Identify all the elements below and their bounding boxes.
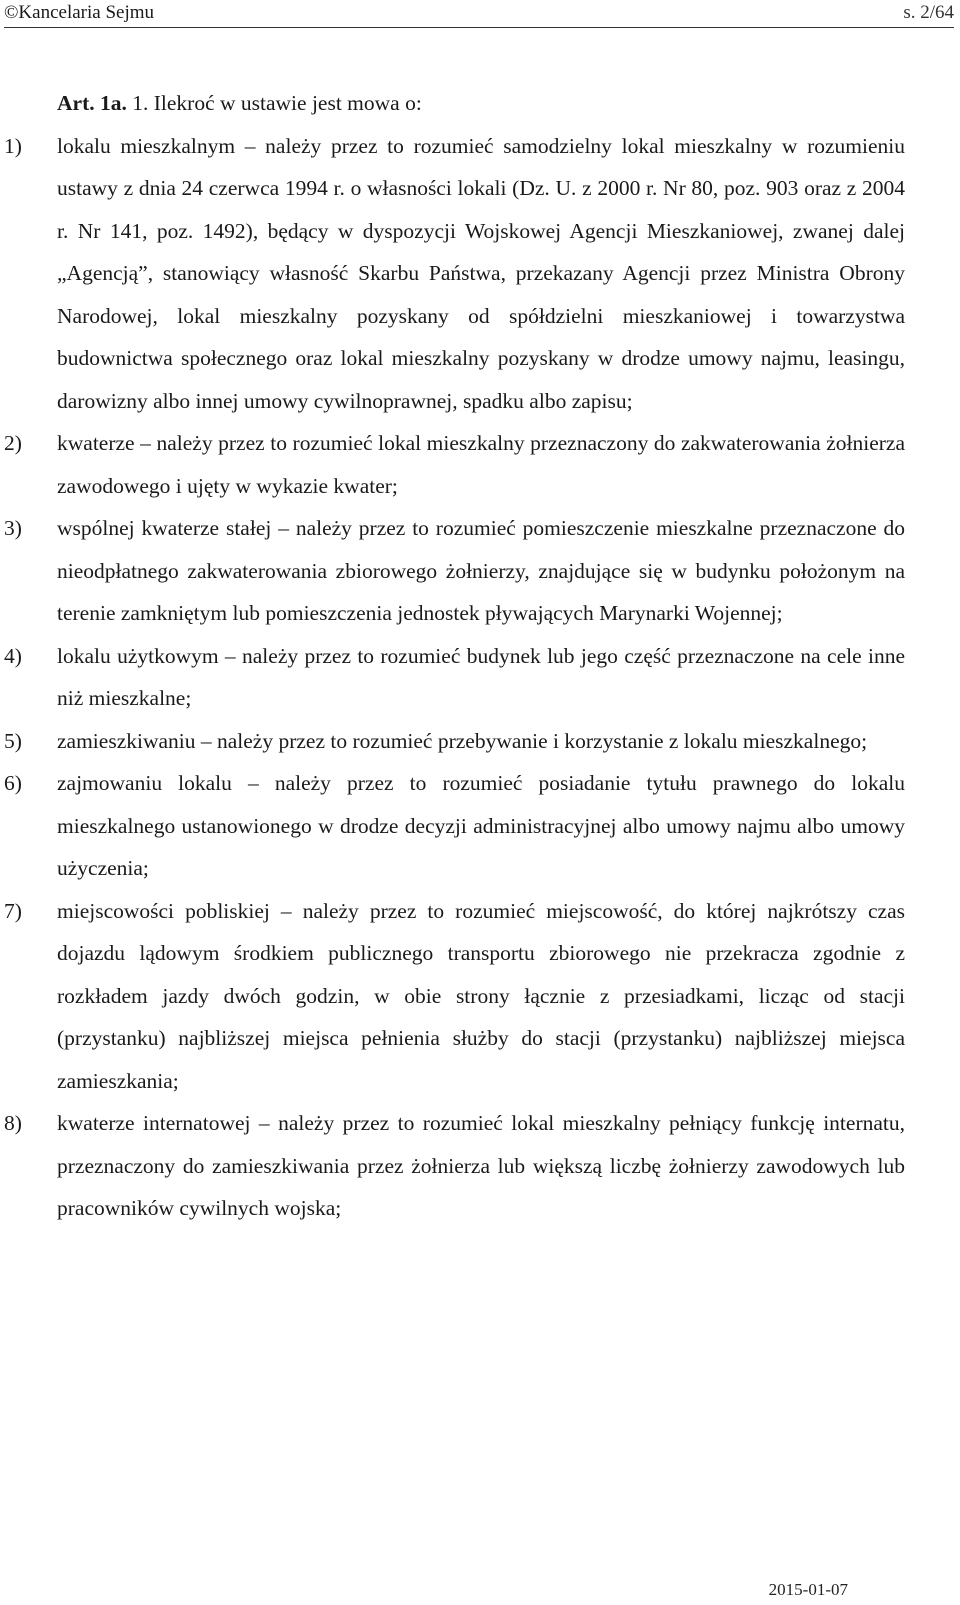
definition-number: 2): [4, 431, 22, 455]
definition-text: wspólnej kwaterze stałej – należy przez to rozumieć pomieszczenie mieszkalne przeznaczone do nieodpłatnego zakwaterowania zbiorowego żołnierzy, znajdujące się w budynku położonym na terenie zamkniętym lub pomieszczenia jednostek pływających Marynarki Wojennej;: [57, 516, 905, 625]
article-heading: [0, 82, 960, 125]
page-header: [4, 0, 954, 26]
definition-item: [0, 125, 960, 423]
document-body: [0, 82, 960, 1230]
definition-item: [0, 507, 960, 635]
definition-text: zamieszkiwaniu – należy przez to rozumieć przebywanie i korzystanie z lokalu mieszkalnego;: [57, 728, 868, 753]
definition-number: 7): [4, 898, 22, 923]
definition-item: [0, 635, 960, 720]
article-intro: 1. Ilekroć w ustawie jest mowa o:: [126, 91, 422, 115]
page-number: s. 2/64: [903, 2, 954, 23]
header-source: ©Kancelaria Sejmu: [4, 2, 155, 23]
definition-text: lokalu mieszkalnym – należy przez to rozumieć samodzielny lokal mieszkalny w rozumieniu ustawy z dnia 24 czerwca 1994 r. o własności lokali (Dz. U. z 2000 r. Nr 80, poz. 903 oraz z 2004 r. Nr 141, poz. 1492), będący w dyspozycji Wojskowej Agencji Mieszkaniowej, zwanej dalej „Agencją”, stanowiący własność Skarbu Państwa, przekazany Agencji przez Ministra Obrony Narodowej, lokal mieszkalny pozyskany od spółdzielni mieszkaniowej i towarzystwa budownictwa społecznego oraz lokal mieszkalny pozyskany w drodze umowy najmu, leasingu, darowizny albo innej umowy cywilnoprawnej, spadku albo zapisu;: [57, 133, 905, 413]
definition-text: kwaterze internatowej – należy przez to rozumieć lokal mieszkalny pełniący funkcję internatu, przeznaczony do zamieszkiwania przez żołnierza lub większą liczbę żołnierzy zawodowych lub pracowników cywilnych wojska;: [57, 1111, 905, 1220]
definition-number: 1): [4, 133, 22, 158]
definition-number: 4): [4, 643, 22, 668]
definition-item: [0, 890, 960, 1103]
definition-number: 5): [4, 728, 22, 753]
definition-number: 8): [4, 1111, 22, 1135]
definition-item: [0, 762, 960, 890]
definition-number: 3): [4, 516, 22, 540]
definition-text: lokalu użytkowym – należy przez to rozumieć budynek lub jego część przeznaczone na cele inne niż mieszkalne;: [57, 643, 905, 710]
definition-item: [0, 1102, 960, 1230]
definition-text: zajmowaniu lokalu – należy przez to rozumieć posiadanie tytułu prawnego do lokalu mieszkalnego ustanowionego w drodze decyzji administracyjnej albo umowy najmu albo umowy użyczenia;: [57, 771, 905, 880]
definition-item: [0, 422, 960, 507]
article-number: Art. 1a.: [57, 91, 127, 115]
definition-text: miejscowości pobliskiej – należy przez to rozumieć miejscowość, do której najkrótszy czas dojazdu lądowym środkiem publicznego transportu zbiorowego nie przekracza zgodnie z rozkładem jazdy dwóch godzin, w obie strony łącznie z przesiadkami, licząc od stacji (przystanku) najbliższej miejsca pełnienia służby do stacji (przystanku) najbliższej miejsca zamieszkania;: [57, 898, 905, 1093]
definition-text: kwaterze – należy przez to rozumieć lokal mieszkalny przeznaczony do zakwaterowania żołnierza zawodowego i ujęty w wykazie kwater;: [57, 431, 905, 498]
footer-date: 2015-01-07: [768, 1580, 848, 1599]
definition-number: 6): [4, 771, 22, 795]
header-divider: [4, 27, 954, 28]
definition-item: [0, 720, 960, 763]
